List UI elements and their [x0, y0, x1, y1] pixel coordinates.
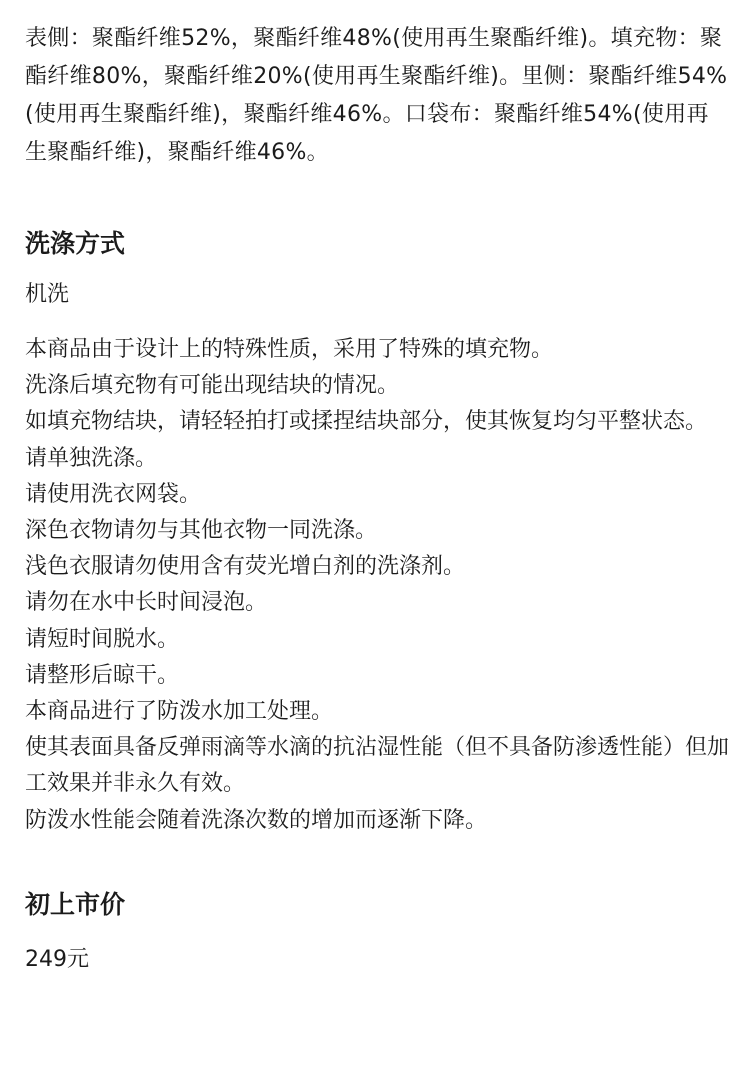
washing-note-item: 本商品由于设计上的特殊性质，采用了特殊的填充物。 — [25, 337, 554, 362]
washing-note-item: 洗涤后填充物有可能出现结块的情况。 — [25, 373, 400, 399]
washing-note-item: 请使用洗衣网袋。 — [25, 481, 202, 507]
washing-note-item: 请整形后晾干。 — [25, 662, 180, 688]
washing-note-item: 请单独洗涤。 — [25, 445, 158, 471]
washing-note-item: 本商品进行了防泼水加工处理。 — [25, 699, 334, 725]
washing-note-item: 使其表面具备反弹雨滴等水滴的抗沾湿性能（但不具备防渗透性能）但加工效果并非永久有效。 — [25, 735, 730, 797]
washing-note-item: 浅色衣服请勿使用含有荧光增白剂的洗涤剂。 — [25, 554, 466, 580]
washing-method-value: 机洗 — [25, 282, 70, 307]
product-detail-content — [25, 0, 730, 979]
washing-note-item: 如填充物结块，请轻轻拍打或揉捏结块部分，使其恢复均匀平整状态。 — [25, 409, 708, 435]
washing-note-item: 深色衣物请勿与其他衣物一同洗涤。 — [25, 518, 378, 544]
washing-note-item: 请勿在水中长时间浸泡。 — [25, 590, 268, 616]
washing-note-item: 防泼水性能会随着洗涤次数的增加而逐渐下降。 — [25, 807, 488, 833]
washing-notes-list — [25, 332, 730, 839]
washing-method-heading: 洗涤方式 — [25, 229, 126, 258]
washing-note-item: 请短时间脱水。 — [25, 626, 180, 652]
launch-price-heading: 初上市价 — [25, 889, 126, 919]
launch-price-value: 249元 — [25, 946, 89, 972]
material-composition-text: 表側：聚酯纤维52%，聚酯纤维48%(使用再生聚酯纤维)。填充物：聚酯纤维80%，聚酯纤维20%(使用再生聚酯纤维)。里侧：聚酯纤维54%(使用再生聚酯纤维)，聚酯纤维46%。口袋布：聚酯纤维54%(使用再生聚酯纤维)，聚酯纤维46%。 — [25, 26, 728, 165]
